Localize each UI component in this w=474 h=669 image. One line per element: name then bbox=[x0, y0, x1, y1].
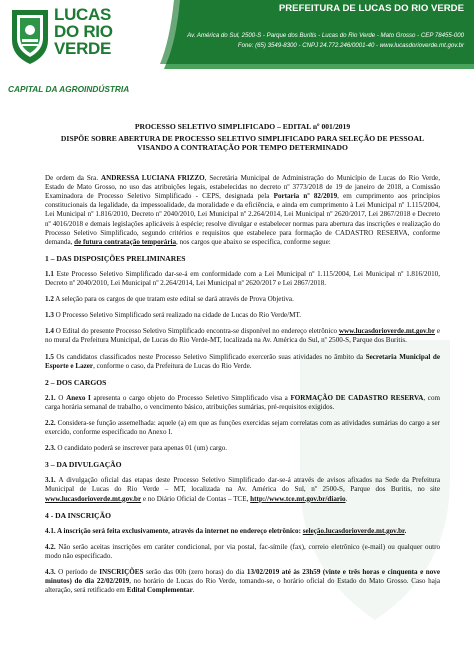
clause-1-3 bbox=[45, 311, 440, 320]
clause-number: 4.3. bbox=[45, 568, 56, 576]
section-heading: 4 - DA INSCRIÇÃO bbox=[45, 510, 112, 520]
header-banner bbox=[160, 0, 474, 70]
section-heading: 1 – DAS DISPOSIÇÕES PRELIMINARES bbox=[45, 253, 186, 263]
clause-4-1 bbox=[45, 527, 440, 536]
document-title: PROCESSO SELETIVO SIMPLIFICADO – EDITAL nº 001/2019 bbox=[134, 122, 351, 131]
registration-label: INSCRIÇÕES bbox=[99, 568, 144, 576]
text-run: , Secretária Municipal de Administração do Município de Lucas do Rio Verde, Estado de Mato Grosso, no uso das atribuições legais, estabelecidas no decreto nº 3773/2018 de 19 de janeiro de 2018, a Comissão Examinadora de Processo Seletivo Simplificado - CEPS, designada pela bbox=[45, 174, 440, 201]
tce-diario-link[interactable]: http://www.tce.mt.gov.br/diario bbox=[250, 494, 346, 503]
complementary-edital: Edital Complementar bbox=[126, 586, 193, 595]
clause-1-4 bbox=[45, 327, 440, 345]
temporary-hiring-note: de futura contratação temporária bbox=[74, 237, 177, 246]
annex-ref: Anexo I bbox=[66, 393, 91, 402]
section-heading: 2 – DOS CARGOS bbox=[45, 377, 107, 387]
clause-2-1 bbox=[45, 394, 440, 412]
clause-number: 1.1 bbox=[45, 269, 54, 278]
clause-number: 1.4 bbox=[45, 327, 54, 336]
document-body bbox=[45, 122, 440, 602]
text-run: Considera-se função assemelhada: aquele (a) em que as funções exercidas sejam correlatas com as atividades sumárias do cargo a ser exercido, conforme especificado no Anexo I. bbox=[45, 418, 440, 437]
banner-address: Av. América do Sul, 2500-S - Parque dos Buritis - Lucas do Rio Verde - Mato Grosso - CEP 78455-000 bbox=[187, 32, 464, 39]
text-run: A seleção para os cargos de que tratam este edital se dará através de Prova Objetiva. bbox=[53, 295, 294, 304]
text-run: , em cumprimento aos princípios constitucionais da legalidade, da impessoalidade, da moralidade e da eficiência, e ainda em cumprimento à Lei Municipal nº 1.115/2004, Lei Municipal nº 1.816/2010, Decreto nº 2040/2010, Lei Municipal nº 2.264/2014, Lei Municipal nº 2620/2017, Lei 2867/2018 e Decreto nº 4016/2018 e demais legislações aplicáveis à espécie; resolve divulgar e estabelecer normas para abertura das inscrições e realização do Processo Seletivo Simplificado, segundo critérios e requisitos que estabelece para formação de CADASTRO RESERVA, conforme demanda, bbox=[45, 192, 440, 246]
secretariat-name: Secretaria Municipal de Esporte e Lazer bbox=[45, 352, 440, 370]
city-logo bbox=[8, 5, 130, 94]
text-run: e no mural da Prefeitura Municipal, de Lucas do Rio Verde-MT, localizada na Av. América do Sul, nº 2500-S, Parque dos Buritis. bbox=[45, 327, 440, 345]
portaria-ref: Portaria nº 82/2019 bbox=[273, 192, 338, 201]
text-run: A inscrição será feita exclusivamente, através da internet no endereço eletrônico: bbox=[55, 526, 303, 535]
clause-number: 2.3. bbox=[45, 444, 56, 453]
clause-1-1 bbox=[45, 270, 440, 288]
banner-contact: Fone: (65) 3549-8300 - CNPJ 24.772.246/0001-40 - www.lucasdorioverde.mt.gov.br bbox=[237, 42, 464, 49]
banner-title: PREFEITURA DE LUCAS DO RIO VERDE bbox=[278, 3, 464, 14]
text-run: serão das 00h (zero horas) do dia bbox=[143, 568, 247, 576]
text-run: Não serão aceitas inscrições em caráter condicional, por via postal, fac-símile (fax), correio eletrônico (e-mail) ou qualquer outro modo não especificado. bbox=[45, 542, 440, 560]
text-run: A divulgação oficial das etapas deste Processo Seletivo Simplificado dar-se-á através de avisos afixados na Sede da Prefeitura Municipal de Lucas do Rio Verde – MT, localizada na Av. América do Sul, nº 2500-S, Parque dos Buritis, no site bbox=[45, 476, 440, 494]
text-run: . bbox=[345, 494, 348, 503]
clause-4-3 bbox=[45, 568, 440, 595]
clause-number: 1.2 bbox=[45, 295, 54, 304]
text-run: O Processo Seletivo Simplificado será realizado na cidade de Lucas do Rio Verde/MT. bbox=[53, 311, 302, 320]
logo-line: VERDE bbox=[54, 39, 112, 58]
clause-number: 4.1. bbox=[45, 526, 56, 535]
coat-of-arms-icon bbox=[8, 6, 52, 66]
text-run: , conforme o caso, da Prefeitura de Lucas do Rio Verde. bbox=[93, 361, 252, 370]
intro-paragraph bbox=[45, 174, 440, 247]
clause-number: 1.5 bbox=[45, 352, 54, 361]
text-run: O candidato poderá se inscrever para apenas 01 (um) cargo. bbox=[55, 444, 228, 453]
secretary-name: ANDRESSA LUCIANA FRIZZO bbox=[101, 174, 205, 183]
reserve-registry: FORMAÇÃO DE CADASTRO RESERVA bbox=[290, 393, 424, 402]
clause-number: 4.2. bbox=[45, 542, 56, 551]
text-run: . bbox=[404, 526, 407, 535]
clause-number: 3.1. bbox=[45, 476, 56, 485]
text-run: , nos cargos que abaixo se especifica, conforme segue: bbox=[176, 237, 331, 246]
registration-link[interactable]: seleção.lucasdorioverde.mt.gov.br bbox=[302, 526, 405, 535]
clause-3-1 bbox=[45, 476, 440, 503]
logo-line: DO RIO bbox=[54, 22, 113, 41]
text-run: Os candidatos classificados neste Processo Seletivo Simplificado exercerão suas atividades no âmbito da bbox=[53, 352, 366, 361]
clause-2-3 bbox=[45, 444, 440, 453]
website-link[interactable]: www.lucasdorioverde.mt.gov.br bbox=[338, 327, 436, 336]
text-run: apresenta o cargo objeto do Processo Seletivo Simplificado visa a bbox=[90, 393, 291, 402]
text-run: O período de bbox=[55, 568, 100, 576]
website-link[interactable]: www.lucasdorioverde.mt.gov.br bbox=[45, 494, 142, 503]
logo-wordmark bbox=[54, 6, 113, 57]
text-run: De ordem da Sra. bbox=[45, 174, 102, 183]
text-run: O Edital do presente Processo Seletivo Simplificado encontra-se disponível no endereço eletrônico bbox=[53, 327, 339, 336]
clause-number: 2.2. bbox=[45, 418, 56, 427]
text-run: e no Diário Oficial de Contas – TCE, bbox=[141, 494, 251, 503]
clause-2-2 bbox=[45, 419, 440, 437]
clause-4-2 bbox=[45, 543, 440, 561]
text-run: O bbox=[55, 393, 67, 402]
clause-1-5 bbox=[45, 353, 440, 371]
text-run: , com carga horária semanal de trabalho, o vencimento básico, atribuições sumárias, pré-requisitos exigidos. bbox=[45, 393, 441, 411]
text-run: Este Processo Seletivo Simplificado dar-se-á em conformidade com a Lei Municipal nº 1.115/2004, Lei Municipal nº 1.816/2010, Decreto nº 2040/2010, Lei Municipal nº 2.264/2014, Lei Municipal nº 2620/2017 e Lei 2867/2018. bbox=[45, 269, 440, 288]
letterhead bbox=[0, 0, 474, 95]
text-run: , no horário de Lucas do Rio Verde, tomando-se, o horário oficial do Estado do Mato Grosso. Caso haja alteração, será retificado em bbox=[45, 577, 440, 595]
logo-tagline: CAPITAL DA AGROINDÚSTRIA bbox=[8, 84, 130, 94]
clause-number: 1.3 bbox=[45, 311, 54, 320]
document-subtitle: DISPÕE SOBRE ABERTURA DE PROCESSO SELETIVO SIMPLIFICADO PARA SELEÇÃO DE PESSOAL VISANDO A CONTRATAÇÃO POR TEMPO DETERMINADO bbox=[60, 134, 425, 153]
section-heading: 3 – DA DIVULGAÇÃO bbox=[45, 460, 122, 470]
clause-number: 2.1. bbox=[45, 393, 56, 402]
clause-1-2 bbox=[45, 295, 440, 304]
text-run: . bbox=[192, 586, 195, 595]
logo-line: LUCAS bbox=[54, 5, 112, 24]
registration-period: 13/02/2019 até às 23h59 (vinte e três horas e cinquenta e nove minutos) do dia 22/02/2019 bbox=[45, 568, 440, 586]
